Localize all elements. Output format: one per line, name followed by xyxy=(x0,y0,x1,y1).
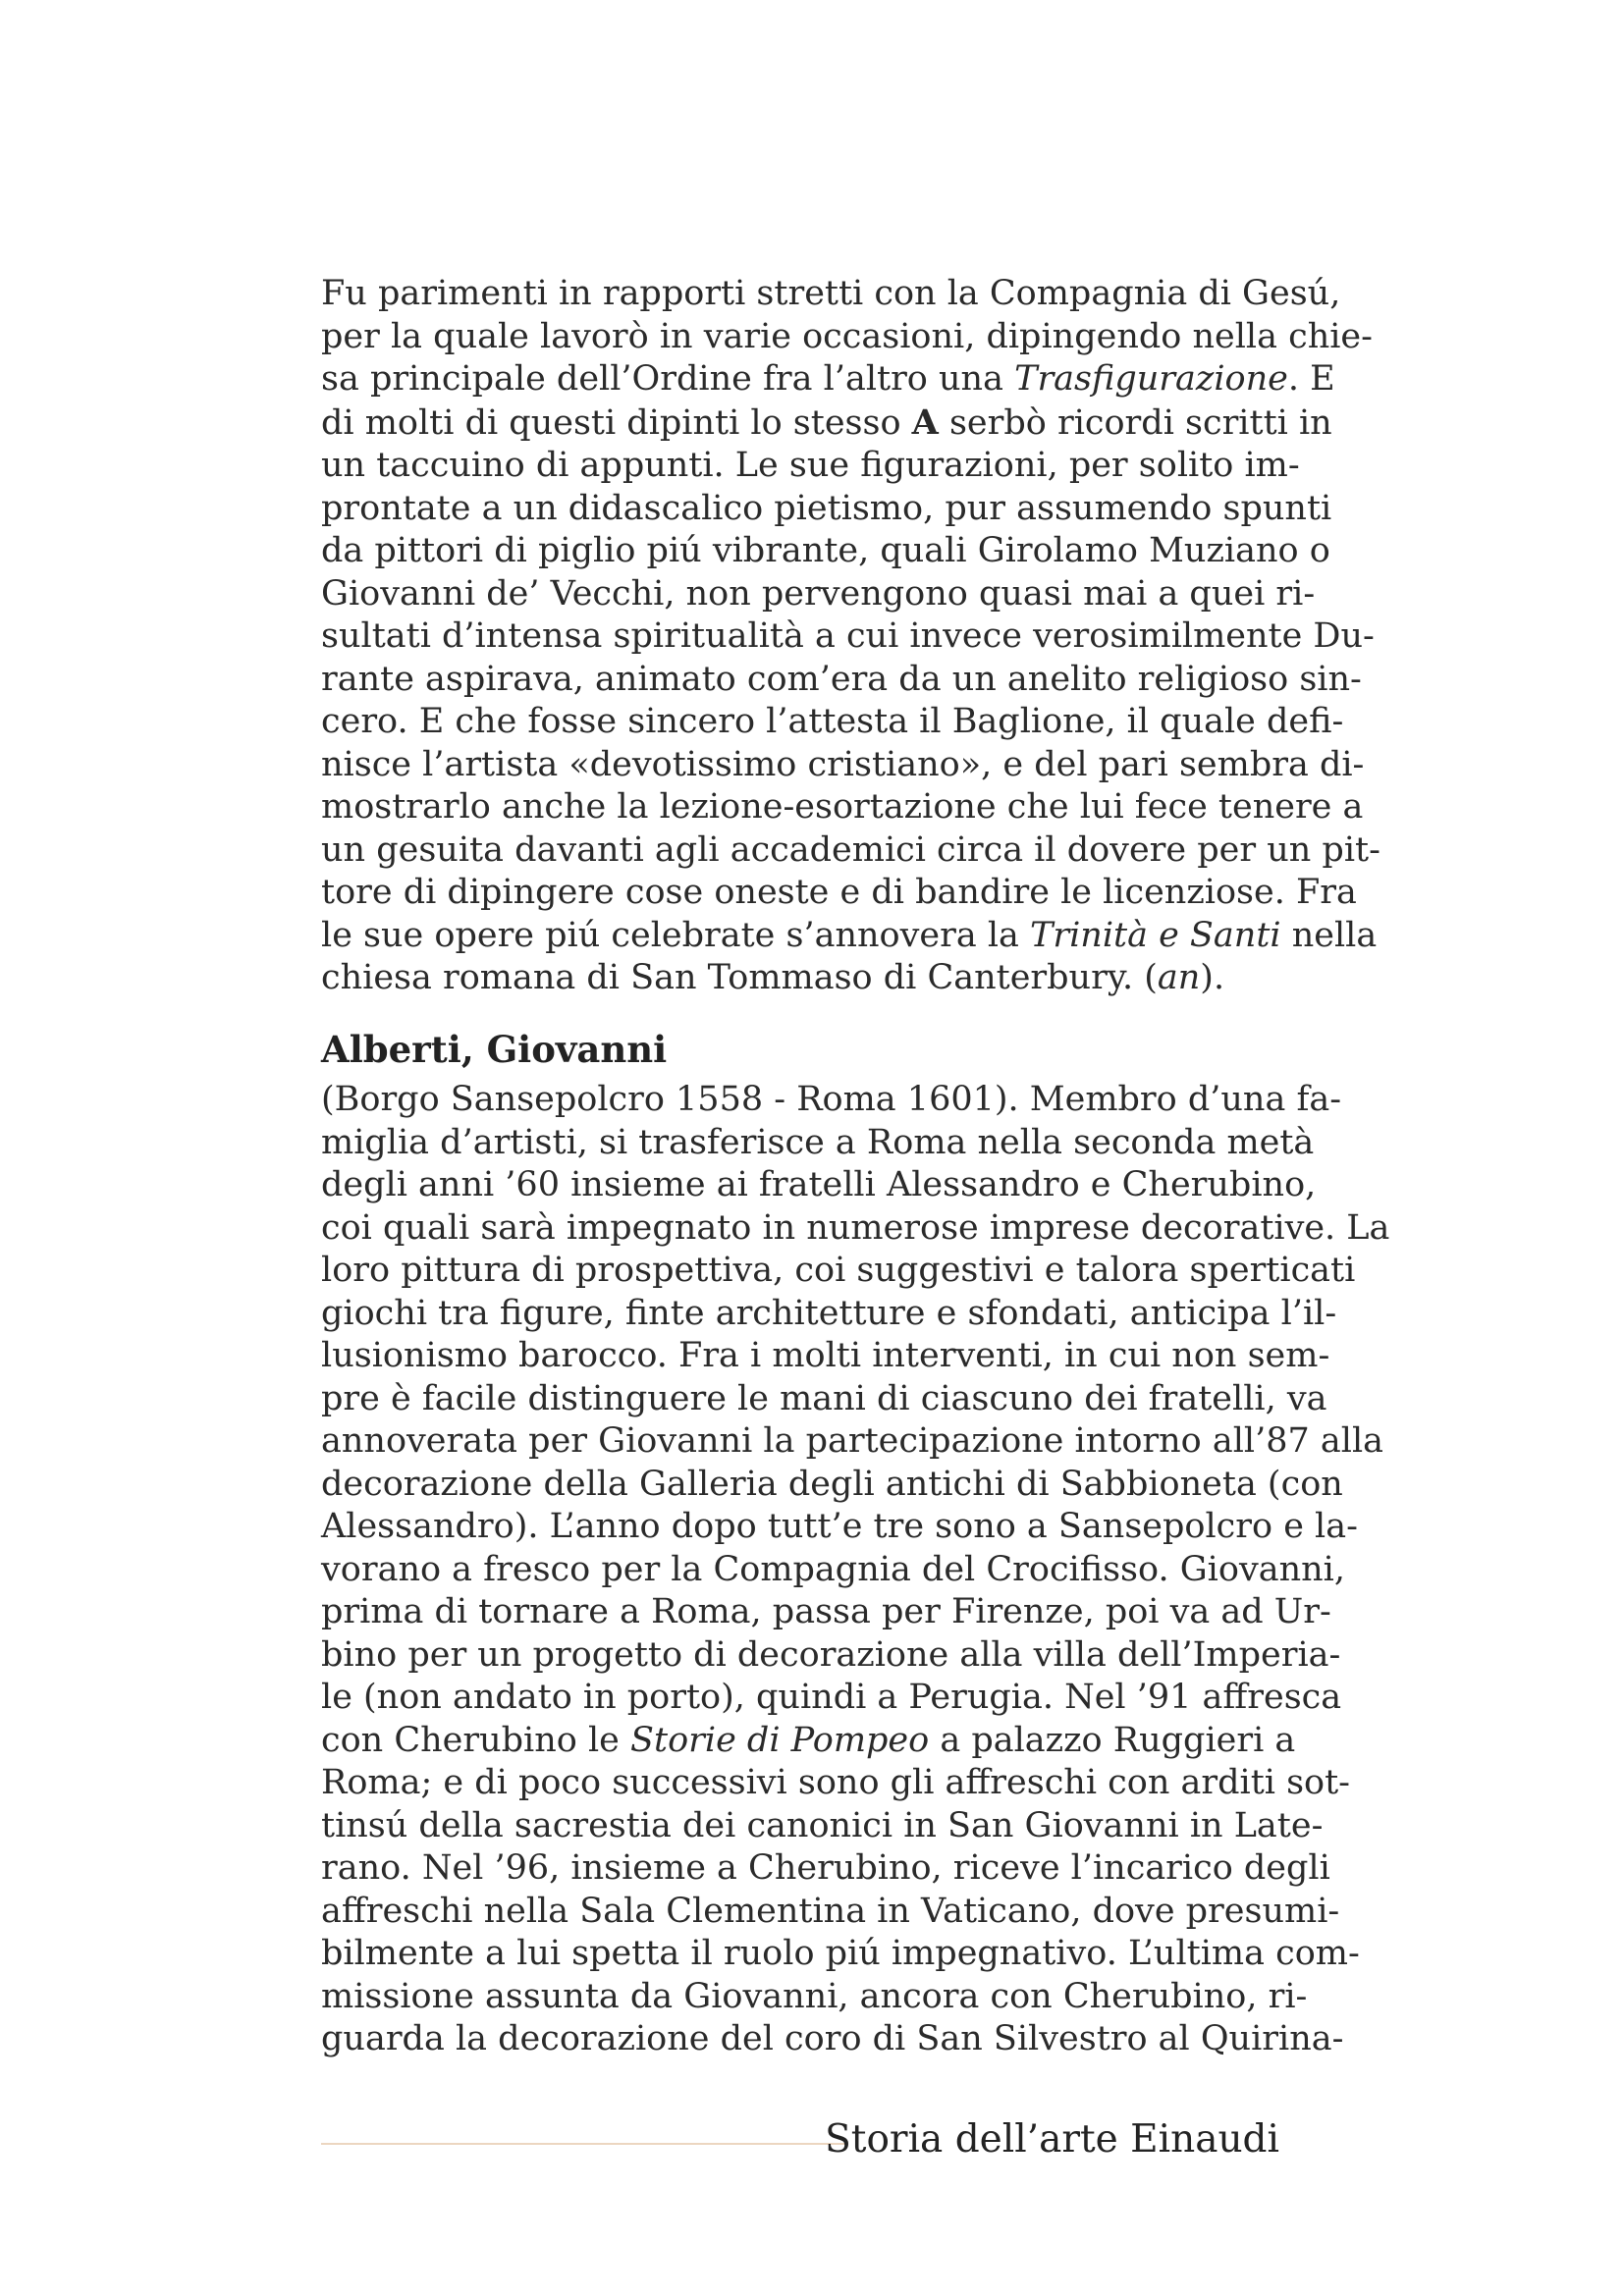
text-run: Fu parimenti in rapporti stretti con la Compagnia di Gesú, xyxy=(321,274,1341,313)
text-run: con Cherubino le xyxy=(321,1720,631,1760)
text-line xyxy=(321,1591,1331,1634)
text-line xyxy=(321,1378,1327,1421)
text-line xyxy=(321,1720,1296,1763)
entry-heading: Alberti, Giovanni xyxy=(321,1028,668,1071)
text-run: giochi tra figure, finte architetture e sfondati, anticipa l’il- xyxy=(321,1293,1337,1333)
text-run: Roma; e di poco successivi sono gli affreschi con arditi sot- xyxy=(321,1763,1351,1802)
text-run: tore di dipingere cose oneste e di bandire le licenziose. Fra xyxy=(321,873,1357,912)
text-line xyxy=(321,1976,1308,2019)
footer-rule xyxy=(321,2143,844,2145)
text-line xyxy=(321,445,1300,488)
text-line xyxy=(321,1250,1356,1293)
text-line xyxy=(321,1335,1330,1378)
text-run: rano. Nel ’96, insieme a Cherubino, riceve l’incarico degli xyxy=(321,1848,1330,1888)
text-run: Giovanni de’ Vecchi, non pervengono quasi mai a quei ri- xyxy=(321,573,1316,614)
italic-title: Storie di Pompeo xyxy=(630,1720,930,1760)
text-run: un gesuita davanti agli accademici circa il dovere per un pit- xyxy=(321,829,1380,870)
text-run: le (non andato in porto), quindi a Perugia. Nel ’91 affresca xyxy=(321,1678,1342,1717)
text-run: coi quali sarà impegnato in numerose imprese decorative. La xyxy=(321,1207,1390,1248)
text-run: (Borgo Sansepolcro 1558 - Roma 1601). Membro d’una fa- xyxy=(321,1080,1342,1119)
text-line xyxy=(321,829,1380,873)
italic-title: an xyxy=(1157,958,1201,997)
text-run: sultati d’intensa spiritualità a cui invece verosimilmente Du- xyxy=(321,616,1375,656)
text-line xyxy=(321,316,1373,359)
text-line xyxy=(321,744,1365,787)
text-line xyxy=(321,1549,1345,1592)
text-line xyxy=(321,1293,1337,1336)
bold-abbreviation: A xyxy=(911,401,939,443)
text-run: guarda la decorazione del coro di San Silvestro al Quirina- xyxy=(321,2019,1344,2058)
text-run: un taccuino di appunti. Le sue figurazioni, per solito im- xyxy=(321,446,1300,485)
text-run: pre è facile distinguere le mani di ciascuno dei fratelli, va xyxy=(321,1378,1327,1418)
text-run: bino per un progetto di decorazione alla villa dell’Imperia- xyxy=(321,1634,1341,1675)
text-line xyxy=(321,1464,1343,1507)
text-line xyxy=(321,2018,1344,2061)
text-run: mostrarlo anche la lezione-esortazione che lui fece tenere a xyxy=(321,787,1364,827)
text-line xyxy=(321,615,1375,659)
text-line xyxy=(321,1805,1324,1848)
text-line xyxy=(321,1207,1390,1251)
text-line xyxy=(321,358,1335,401)
text-run: loro pittura di prospettiva, coi suggestivi e talora sperticati xyxy=(321,1251,1356,1290)
text-run: miglia d’artisti, si trasferisce a Roma nella seconda metà xyxy=(321,1122,1315,1162)
text-run: per la quale lavorò in varie occasioni, dipingendo nella chie- xyxy=(321,316,1373,356)
text-line xyxy=(321,659,1362,702)
text-run: annoverata per Giovanni la partecipazione intorno all’87 alla xyxy=(321,1421,1384,1461)
text-line xyxy=(321,1506,1358,1549)
text-run: nella xyxy=(1280,915,1378,955)
text-line xyxy=(321,1847,1330,1891)
text-run: prontate a un didascalico pietismo, pur assumendo spunti xyxy=(321,488,1332,528)
text-run: lusionismo barocco. Fra i molti interventi, in cui non sem- xyxy=(321,1336,1330,1375)
text-run: sa principale dell’Ordine fra l’altro una xyxy=(321,359,1015,399)
text-run: ). xyxy=(1200,958,1225,997)
text-line xyxy=(321,1762,1351,1805)
text-line xyxy=(321,1634,1341,1678)
text-run: prima di tornare a Roma, passa per Firenze, poi va ad Ur- xyxy=(321,1592,1331,1631)
text-run: decorazione della Galleria degli antichi di Sabbioneta (con xyxy=(321,1464,1343,1504)
text-line xyxy=(321,1891,1340,1934)
text-line xyxy=(321,1122,1315,1165)
footer-title: Storia dell’arte Einaudi xyxy=(825,2117,1279,2162)
text-run: Alessandro). L’anno dopo tutt’e tre sono a Sansepolcro e la- xyxy=(321,1507,1358,1546)
text-line xyxy=(321,273,1341,316)
text-run: da pittori di piglio piú vibrante, quali Girolamo Muziano o xyxy=(321,531,1330,570)
text-run: affreschi nella Sala Clementina in Vaticano, dove presumi- xyxy=(321,1891,1340,1931)
text-run: chiesa romana di San Tommaso di Canterbury. ( xyxy=(321,958,1158,997)
text-line xyxy=(321,1164,1317,1207)
text-line xyxy=(321,1420,1384,1464)
text-line xyxy=(321,401,1332,446)
text-run: degli anni ’60 insieme ai fratelli Alessandro e Cherubino, xyxy=(321,1165,1317,1204)
text-line xyxy=(321,957,1279,1000)
text-run: missione assunta da Giovanni, ancora con Cherubino, ri- xyxy=(321,1976,1308,2016)
text-run: le sue opere piú celebrate s’annovera la xyxy=(321,915,1031,955)
text-run: rante aspirava, animato com’era da un anelito religioso sin- xyxy=(321,659,1362,699)
text-run: serbò ricordi scritti in xyxy=(938,402,1332,443)
text-line xyxy=(321,1079,1342,1122)
text-line xyxy=(321,1933,1360,1976)
text-line xyxy=(321,488,1332,531)
text-run: nisce l’artista «devotissimo cristiano», e del pari sembra di- xyxy=(321,744,1365,784)
italic-title: Trasfigurazione xyxy=(1014,359,1288,399)
text-run: di molti di questi dipinti lo stesso xyxy=(321,402,912,443)
text-run: tinsú della sacrestia dei canonici in San Giovanni in Late- xyxy=(321,1805,1324,1845)
text-run: a palazzo Ruggieri a xyxy=(929,1720,1296,1760)
text-run: cero. E che fosse sincero l’attesta il Baglione, il quale defi- xyxy=(321,702,1344,741)
text-line xyxy=(321,530,1330,573)
text-line xyxy=(321,786,1364,829)
italic-title: Trinità e Santi xyxy=(1030,915,1281,955)
entry-body xyxy=(321,1079,1390,2061)
text-line xyxy=(321,915,1378,958)
text-line xyxy=(321,701,1344,744)
intro-paragraph xyxy=(321,273,1380,1000)
text-run: . E xyxy=(1287,359,1335,399)
text-line xyxy=(321,1677,1342,1720)
text-run: vorano a fresco per la Compagnia del Crocifisso. Giovanni, xyxy=(321,1549,1345,1589)
text-line xyxy=(321,872,1357,915)
text-line xyxy=(321,573,1316,616)
text-run: bilmente a lui spetta il ruolo piú impegnativo. L’ultima com- xyxy=(321,1934,1360,1973)
